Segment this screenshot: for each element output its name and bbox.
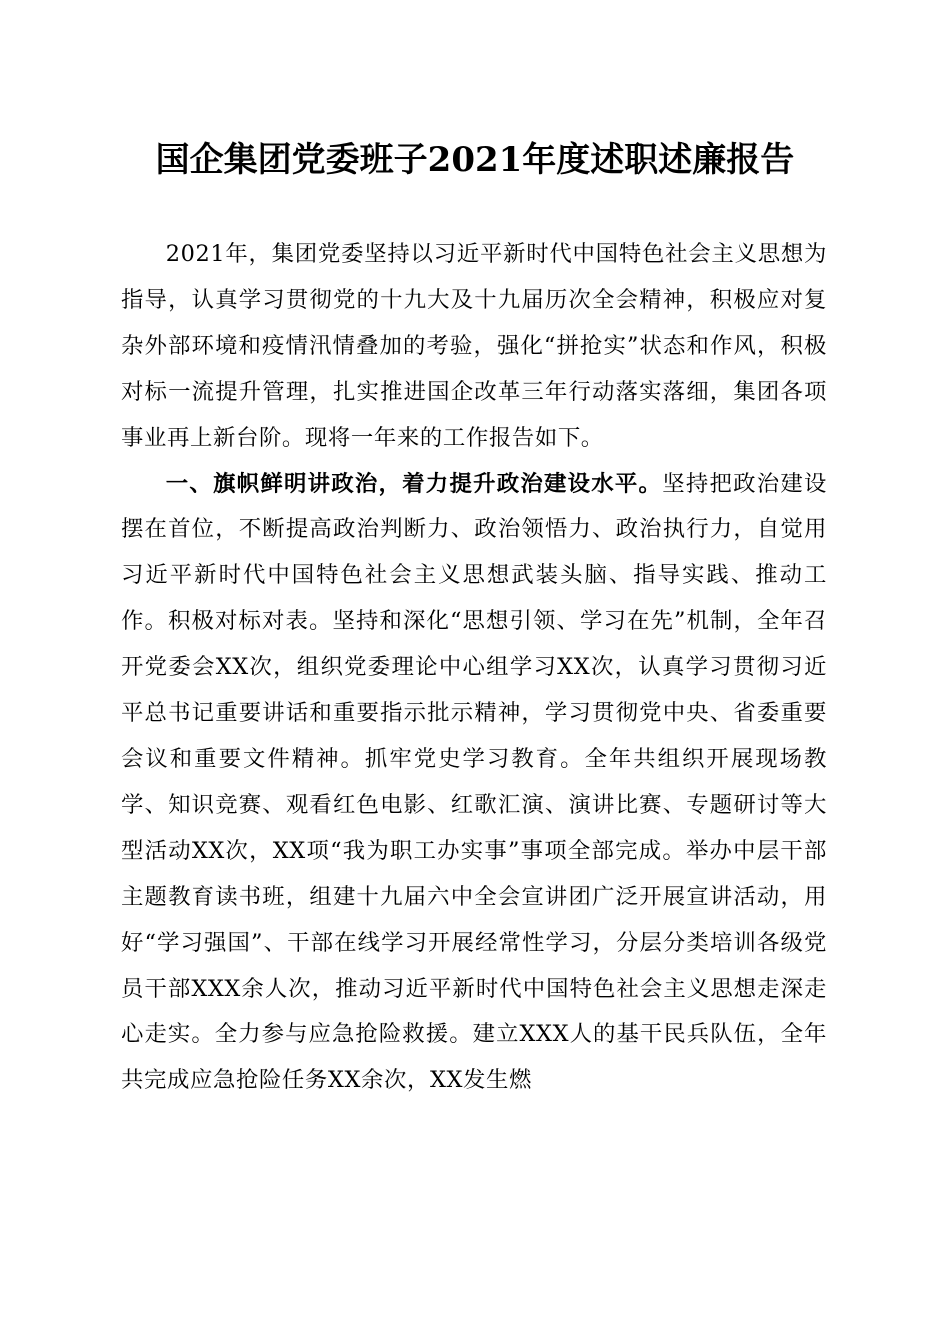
document-body [121,232,827,1104]
document-title: 国企集团党委班子2021年度述职述廉报告 [155,140,795,180]
section-1-text: 坚持把政治建设摆在首位，不断提高政治判断力、政治领悟力、政治执行力，自觉用习近平新时代中国特色社会主义思想武装头脑、指导实践、推动工作。积极对标对表。坚持和深化“思想引领、学习在先”机制，全年召开党委会XX次，组织党委理论中心组学习XX次，认真学习贯彻习近平总书记重要讲话和重要指示批示精神，学习贯彻党中央、省委重要会议和重要文件精神。抓牢党史学习教育。全年共组织开展现场教学、知识竞赛、观看红色电影、红歌汇演、演讲比赛、专题研讨等大型活动XX次，XX项“我为职工办实事”事项全部完成。举办中层干部主题教育读书班，组建十九届六中全会宣讲团广泛开展宣讲活动，用好“学习强国”、干部在线学习开展经常性学习，分层分类培训各级党员干部XXX余人次，推动习近平新时代中国特色社会主义思想走深走心走实。全力参与应急抢险救援。建立XXX人的基干民兵队伍，全年共完成应急抢险任务XX余次，XX发生燃 [121,470,828,1094]
section-1-heading: 一、旗帜鲜明讲政治，着力提升政治建设水平。 [165,470,663,497]
section-1-paragraph [121,462,827,1105]
intro-paragraph: 2021年，集团党委坚持以习近平新时代中国特色社会主义思想为指导，认真学习贯彻党的十九大及十九届历次全会精神，积极应对复杂外部环境和疫情汛情叠加的考验，强化“拼抢实”状态和作风，积极对标一流提升管理，扎实推进国企改革三年行动落实落细，集团各项事业再上新台阶。现将一年来的工作报告如下。 [121,241,827,451]
